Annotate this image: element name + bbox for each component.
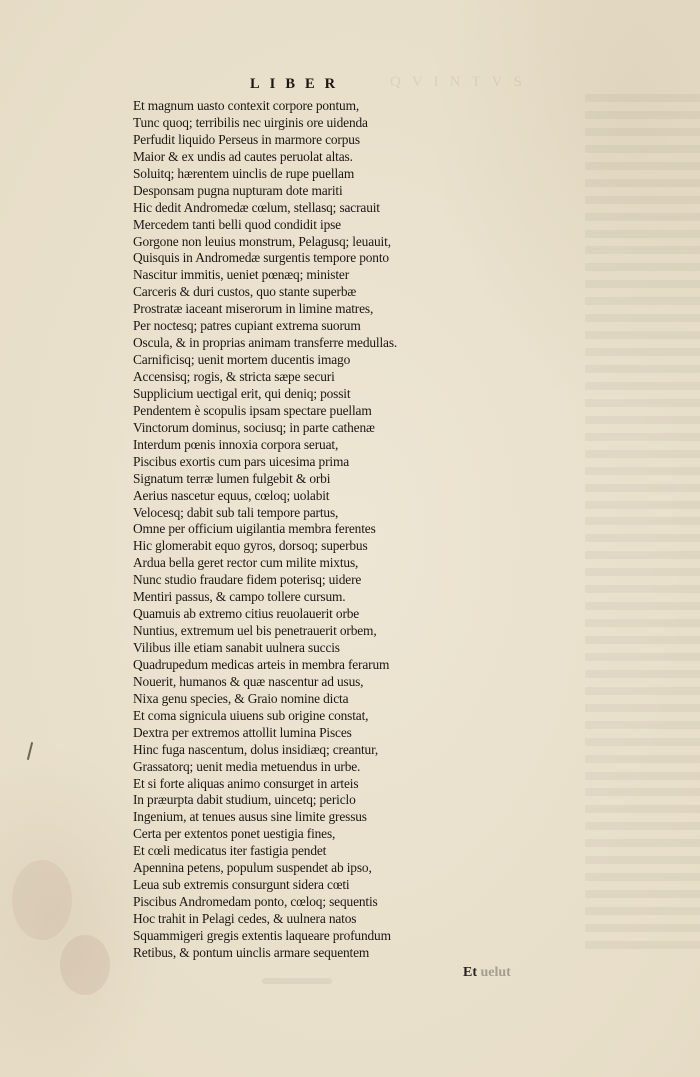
verse-line: Oscula, & in proprias animam transferre medullas. (133, 335, 398, 351)
verse-line: Grassatorq; uenit media metuendus in urbe. (133, 758, 361, 774)
catchword-main: Et (463, 965, 477, 980)
verse-line: Ardua bella geret rector cum milite mixtus, (133, 555, 359, 571)
verse-line: Vinctorum dominus, sociusq; in parte cathenæ (133, 419, 375, 435)
verse-line: Carnificisq; uenit mortem ducentis imago (133, 352, 351, 368)
verse-line: Vilibus ille etiam sanabit uulnera succis (133, 640, 340, 655)
verse-line: Et cœli medicatus iter fastigia pendet (133, 843, 327, 859)
verse-line: Nouerit, humanos & quæ nascentur ad usus, (133, 673, 364, 689)
paper-stain (12, 860, 72, 940)
verse-line: Quamuis ab extremo citius reuolauerit orbe (133, 606, 360, 622)
bleed-through-mark (262, 978, 332, 984)
verse-line: Maior & ex undis ad cautes peruolat altas. (133, 148, 353, 164)
verse-line: Mercedem tanti belli quod condidit ipse (133, 216, 341, 232)
verse-line: Soluitq; hærentem uinclis de rupe puellam (133, 165, 355, 181)
verse-line: Dextra per extremos attollit lumina Pisces (133, 724, 352, 740)
verse-line: Et coma signicula uiuens sub origine constat, (133, 707, 369, 723)
verse-line: Per noctesq; patres cupiant extrema suorum (133, 318, 361, 334)
verse-line: Signatum terræ lumen fulgebit & orbi (133, 470, 331, 486)
verse-line: Hoc trahit in Pelagi cedes, & uulnera natos (133, 911, 357, 926)
verse-line: Gorgone non leuius monstrum, Pelagusq; leuauit, (133, 233, 391, 249)
verse-line: Ingenium, at tenues ausus sine limite gressus (133, 809, 367, 825)
verse-line: Hinc fuga nascentum, dolus insidiæq; creantur, (133, 741, 379, 757)
verse-line: Piscibus exortis cum pars uicesima prima (133, 453, 350, 469)
verse-line: Certa per extentos ponet uestigia fines, (133, 826, 336, 842)
verse-line: Accensisq; rogis, & stricta sæpe securi (133, 369, 335, 384)
verse-line: Piscibus Andromedam ponto, cœloq; sequentis (133, 894, 378, 910)
verse-line: Et si forte aliquas animo consurget in arteis (133, 775, 359, 791)
margin-pen-mark (27, 742, 33, 760)
verse-line: Apennina petens, populum suspendet ab ipso, (133, 860, 372, 876)
verse-line: Et magnum uasto contexit corpore pontum, (133, 98, 360, 113)
catchword-faint: uelut (480, 965, 511, 980)
verse-line: Leua sub extremis consurgunt sidera cœti (133, 877, 350, 893)
verse-line: Nunc studio fraudare fidem poterisq; uidere (133, 572, 362, 588)
verse-line: Perfudit liquido Perseus in marmore corpus (133, 131, 360, 147)
verse-line: Nuntius, extremum uel bis penetrauerit orbem, (133, 623, 377, 639)
verse-line: Nixa genu species, & Graio nomine dicta (133, 690, 349, 706)
verse-line: Mentiri passus, & campo tollere cursum. (133, 589, 346, 605)
verse-line: Tunc quoq; terribilis nec uirginis ore uidenda (133, 114, 368, 130)
catchword (463, 965, 511, 981)
verse-line: Velocesq; dabit sub tali tempore partus, (133, 504, 339, 520)
bleed-through-heading: QVINTVS (390, 74, 533, 90)
verse-line: Hic glomerabit equo gyros, dorsoq; superbus (133, 538, 368, 554)
paper-stain (60, 935, 110, 995)
verse-line: Pendentem è scopulis ipsam spectare puellam (133, 402, 372, 418)
verse-line: Hic dedit Andromedæ cœlum, stellasq; sacrauit (133, 199, 380, 215)
verse-line: Aerius nascetur equus, cœloq; uolabit (133, 487, 330, 503)
verse-line: Retibus, & pontum uinclis armare sequentem (133, 944, 370, 960)
bleed-through-text (585, 94, 700, 958)
verse-line: Desponsam pugna nupturam dote mariti (133, 182, 343, 198)
verse-line: Nascitur immitis, ueniet pœnæq; minister (133, 267, 350, 283)
verse-line: Quisquis in Andromedæ surgentis tempore ponto (133, 250, 389, 266)
verse-column (133, 98, 463, 962)
verse-line: Supplicium uectigal erit, qui deniq; possit (133, 385, 351, 401)
verse-line: In præurpta dabit studium, uincetq; periclo (133, 792, 356, 808)
verse-line: Quadrupedum medicas arteis in membra ferarum (133, 656, 390, 672)
verse-line: Carceris & duri custos, quo stante superbæ (133, 284, 357, 300)
running-head: LIBER (250, 76, 346, 92)
verse-line: Omne per officium uigilantia membra ferentes (133, 521, 376, 537)
verse-line: Prostratæ iaceant miserorum in limine matres, (133, 301, 374, 317)
verse-line: Interdum pœnis innoxia corpora seruat, (133, 436, 339, 452)
verse-line: Squammigeri gregis extentis laqueare profundum (133, 927, 391, 943)
